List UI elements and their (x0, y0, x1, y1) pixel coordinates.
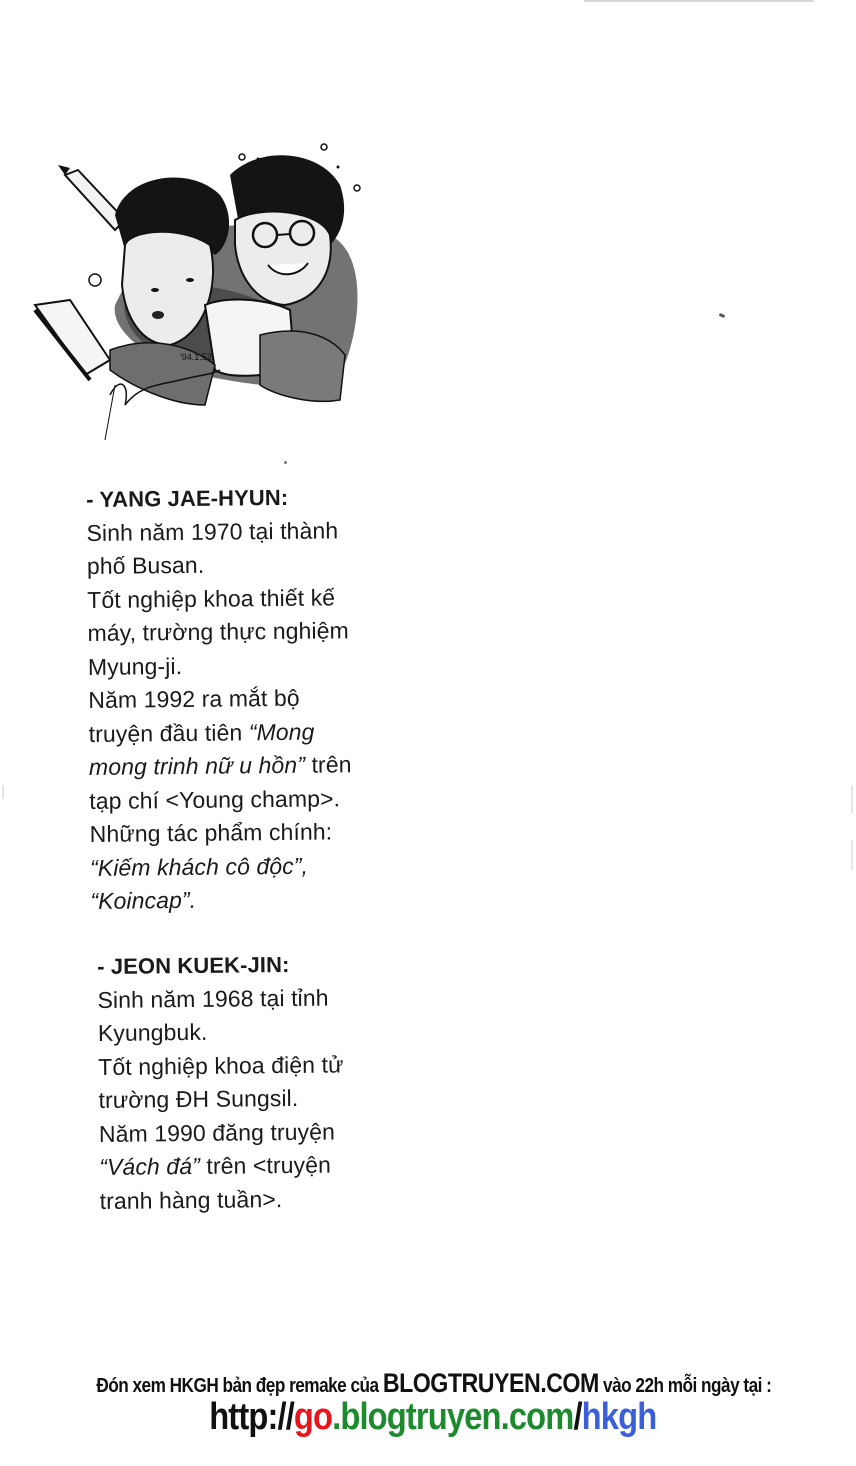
bio-line: Sinh năm 1970 tại thành (86, 516, 339, 546)
bio-line: Năm 1990 đăng truyện (98, 1118, 336, 1147)
scan-edge-mark (2, 785, 4, 799)
bio-text: trên <truyện (199, 1151, 332, 1179)
bio-name: - YANG JAE-HYUN: (86, 484, 289, 512)
bio-line (89, 748, 352, 784)
work-title: “Koincap”. (90, 886, 197, 914)
bio-text: trên (304, 751, 352, 778)
work-title: mong trinh nữ u hồn” (88, 751, 306, 780)
bio-line: tạp chí <Young champ>. (89, 784, 341, 814)
bio-text: truyện đầu tiên (88, 718, 249, 747)
promo-url-link[interactable] (65, 1396, 801, 1439)
url-scheme: http:// (209, 1396, 294, 1438)
bio-line: tranh hàng tuần>. (99, 1185, 283, 1214)
bio-line: máy, trường thực nghiệm (87, 617, 349, 646)
scan-speck (284, 461, 287, 464)
bio-line: trường ĐH Sungsil. (98, 1084, 299, 1113)
url-path: hkgh (581, 1396, 657, 1438)
bio-line: Tốt nghiệp khoa thiết kế (87, 583, 336, 613)
promo-announcement (66, 1368, 802, 1399)
bio-jeon-kuek-jin (97, 947, 345, 1218)
url-subdomain: go (293, 1396, 333, 1438)
bio-line (90, 849, 353, 885)
scan-edge-mark (851, 785, 853, 813)
bio-line: Tốt nghiệp khoa điện tử (98, 1050, 344, 1080)
work-title: “Kiếm khách cô độc”, (89, 852, 309, 881)
bio-yang-jae-hyun (86, 480, 353, 918)
top-border-line (584, 0, 814, 2)
promo-brand: BLOGTRUYEN.COM (382, 1368, 599, 1398)
bio-line (88, 715, 351, 751)
author-caricature-illustration (30, 135, 380, 465)
bio-line: phố Busan. (86, 551, 205, 579)
svg-text:'94.1.52: '94.1.52 (180, 352, 212, 362)
url-slash: / (573, 1396, 582, 1438)
bio-line: Myung-ji. (87, 652, 183, 680)
bio-line (99, 1148, 345, 1184)
bio-line: Năm 1992 ra mắt bộ (88, 684, 300, 713)
url-domain: blogtruyen.com (340, 1396, 574, 1438)
work-title: “Vách đá” (99, 1152, 201, 1180)
promo-text: vào 22h mỗi ngày tại : (598, 1375, 772, 1397)
scan-edge-mark (851, 840, 853, 870)
bio-line: Những tác phẩm chính: (89, 818, 333, 847)
bio-name: - JEON KUEK-JIN: (97, 951, 290, 979)
bio-line: Kyungbuk. (97, 1018, 208, 1046)
promo-text: Đón xem HKGH bản đẹp remake của (96, 1375, 383, 1397)
url-dot: . (332, 1396, 341, 1438)
scan-speck (719, 313, 726, 318)
work-title: “Mong (248, 718, 315, 745)
bio-line: Sinh năm 1968 tại tỉnh (97, 984, 329, 1013)
bio-line (90, 882, 353, 918)
